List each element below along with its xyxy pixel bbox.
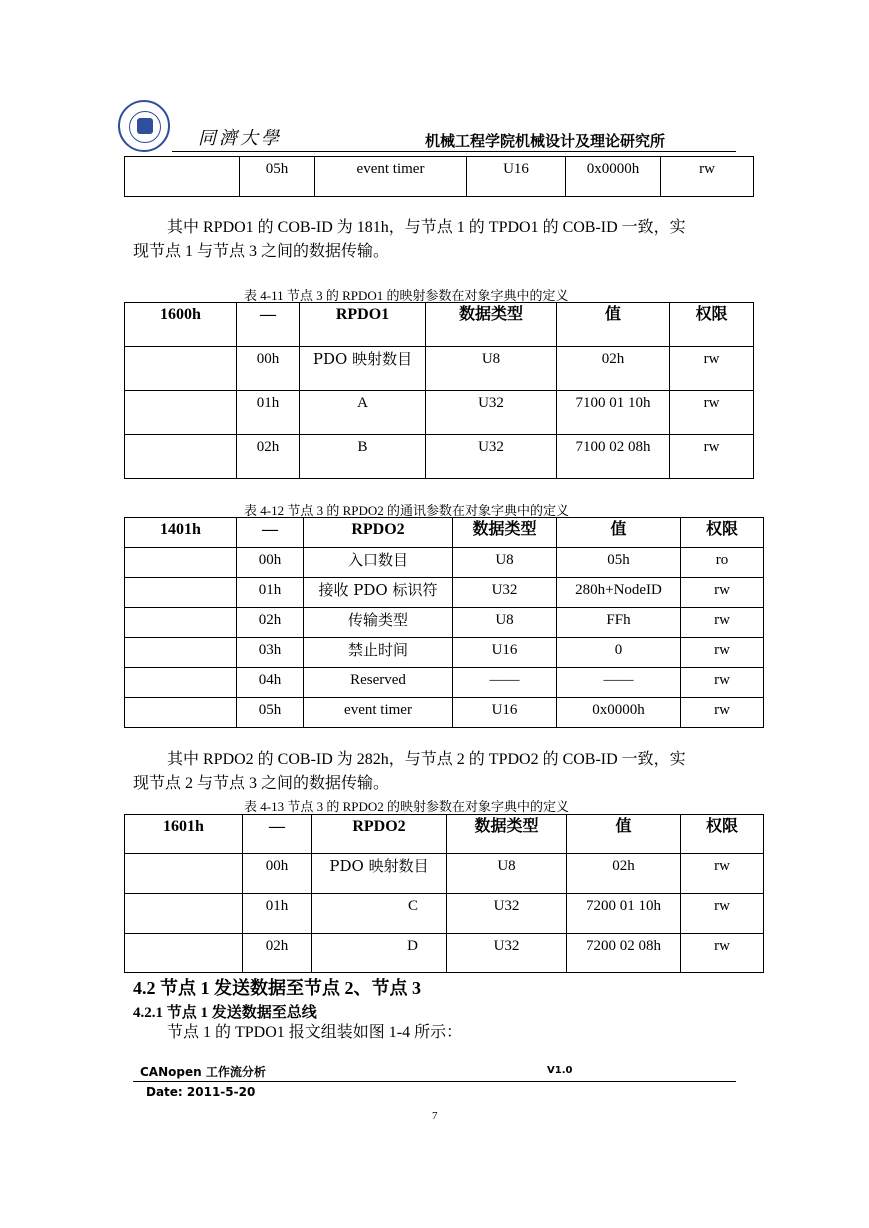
table-row [125, 347, 754, 391]
table-cell: 0 [557, 638, 681, 668]
table-cell: 7200 01 10h [567, 894, 681, 934]
table-row [125, 548, 764, 578]
table-cell: 值 [567, 815, 681, 854]
table-header-row [125, 518, 764, 548]
table-cell: — [243, 815, 312, 854]
table-cell: rw [681, 668, 764, 698]
table-cell: 禁止时间 [304, 638, 453, 668]
table-cell: RPDO2 [312, 815, 447, 854]
table-cell: 00h [237, 347, 300, 391]
table-cell: 01h [243, 894, 312, 934]
table-cell [125, 894, 243, 934]
table-cell: FFh [557, 608, 681, 638]
table-cell: 01h [237, 391, 300, 435]
table-cell: rw [681, 894, 764, 934]
table-row [125, 157, 754, 197]
table-cell [125, 854, 243, 894]
caption-table-4-11: 表 4-11 节点 3 的 RPDO1 的映射参数在对象字典中的定义 [244, 288, 569, 303]
table-cell [125, 698, 237, 728]
table-cell: rw [681, 934, 764, 973]
table-cell: U32 [426, 391, 557, 435]
caption-table-4-12: 表 4-12 节点 3 的 RPDO2 的通讯参数在对象字典中的定义 [244, 503, 570, 518]
table-row [125, 698, 764, 728]
table-cell: rw [681, 638, 764, 668]
table-cell: event timer [315, 157, 467, 197]
table-cell [125, 578, 237, 608]
table-cell: — [237, 518, 304, 548]
table-cell [125, 638, 237, 668]
header-rule [172, 151, 736, 152]
table-cell: 02h [557, 347, 670, 391]
table-cell [125, 435, 237, 479]
footer-version: V1.0 [547, 1065, 573, 1076]
table-row [125, 435, 754, 479]
table-cell: 7100 01 10h [557, 391, 670, 435]
university-name-logo: 同濟大學 [198, 128, 282, 149]
table-continued [124, 156, 754, 197]
table-cell: A [300, 391, 426, 435]
table-cell: rw [670, 391, 754, 435]
table-cell: U16 [453, 638, 557, 668]
table-row [125, 578, 764, 608]
table-cell: 数据类型 [453, 518, 557, 548]
table-cell: 0x0000h [557, 698, 681, 728]
table-cell: 02h [567, 854, 681, 894]
table-row [125, 391, 754, 435]
table-cell: 01h [237, 578, 304, 608]
paragraph-rpdo2 [133, 748, 686, 796]
table-cell: 00h [243, 854, 312, 894]
table-cell: U16 [453, 698, 557, 728]
table-cell [125, 391, 237, 435]
table-cell: 1401h [125, 518, 237, 548]
table-cell: C [312, 894, 447, 934]
table-cell: U32 [447, 934, 567, 973]
caption-table-4-13: 表 4-13 节点 3 的 RPDO2 的映射参数在对象字典中的定义 [244, 799, 570, 814]
table-cell: 1600h [125, 303, 237, 347]
table-cell: event timer [304, 698, 453, 728]
table-cell: 权限 [681, 518, 764, 548]
table-cell: —— [557, 668, 681, 698]
table-cell: 入口数目 [304, 548, 453, 578]
table-cell: PDO 映射数目 [300, 347, 426, 391]
table-cell: U32 [453, 578, 557, 608]
table-cell: Reserved [304, 668, 453, 698]
table-cell: 接收 PDO 标识符 [304, 578, 453, 608]
table-cell: RPDO2 [304, 518, 453, 548]
table-header-row [125, 815, 764, 854]
table-cell: U8 [453, 608, 557, 638]
table-cell: U16 [467, 157, 566, 197]
table-cell: ro [681, 548, 764, 578]
table-cell: 280h+NodeID [557, 578, 681, 608]
table-cell: 0x0000h [566, 157, 661, 197]
footer-doc-title: CANopen 工作流分析 [140, 1065, 266, 1079]
table-cell [125, 934, 243, 973]
table-cell: U8 [453, 548, 557, 578]
table-cell: 02h [237, 608, 304, 638]
table-4-12 [124, 517, 764, 728]
paragraph-line: 其中 RPDO2 的 COB-ID 为 282h，与节点 2 的 TPDO2 的 COB-ID 一致，实 [167, 751, 686, 768]
table-cell: rw [681, 578, 764, 608]
footer-rule [133, 1081, 736, 1082]
table-cell: rw [681, 698, 764, 728]
institute-name: 机械工程学院机械设计及理论研究所 [425, 132, 666, 150]
table-cell: 权限 [681, 815, 764, 854]
table-cell: 02h [237, 435, 300, 479]
page-number: 7 [432, 1110, 438, 1122]
table-row [125, 638, 764, 668]
table-cell: 值 [557, 303, 670, 347]
table-cell: U8 [426, 347, 557, 391]
table-cell: 数据类型 [426, 303, 557, 347]
table-cell: 05h [237, 698, 304, 728]
paragraph-rpdo1 [133, 216, 686, 264]
table-cell: 00h [237, 548, 304, 578]
table-cell: 权限 [670, 303, 754, 347]
table-cell: PDO 映射数目 [312, 854, 447, 894]
university-seal-logo [118, 100, 170, 152]
paragraph-line: 现节点 1 与节点 3 之间的数据传输。 [133, 243, 390, 260]
table-cell: rw [670, 435, 754, 479]
table-cell: rw [681, 854, 764, 894]
table-row [125, 854, 764, 894]
table-cell: U32 [447, 894, 567, 934]
paragraph-line: 现节点 2 与节点 3 之间的数据传输。 [133, 775, 390, 792]
section-heading-4-2: 4.2 节点 1 发送数据至节点 2、节点 3 [133, 978, 421, 998]
table-header-row [125, 303, 754, 347]
table-cell: 02h [243, 934, 312, 973]
table-cell: 05h [557, 548, 681, 578]
footer-date: Date: 2011-5-20 [146, 1085, 256, 1099]
table-cell [125, 668, 237, 698]
table-cell: rw [661, 157, 754, 197]
table-cell: B [300, 435, 426, 479]
table-row [125, 934, 764, 973]
table-cell: U8 [447, 854, 567, 894]
paragraph-line: 其中 RPDO1 的 COB-ID 为 181h，与节点 1 的 TPDO1 的 COB-ID 一致，实 [167, 219, 686, 236]
table-cell: rw [681, 608, 764, 638]
table-row [125, 608, 764, 638]
table-cell: RPDO1 [300, 303, 426, 347]
table-cell: rw [670, 347, 754, 391]
table-row [125, 894, 764, 934]
table-cell: 值 [557, 518, 681, 548]
paragraph-tpdo1: 节点 1 的 TPDO1 报文组装如图 1-4 所示： [167, 1024, 463, 1041]
table-cell [125, 157, 240, 197]
table-cell: 数据类型 [447, 815, 567, 854]
table-cell: 03h [237, 638, 304, 668]
table-4-13 [124, 814, 764, 973]
table-cell: 传输类型 [304, 608, 453, 638]
section-heading-4-2-1: 4.2.1 节点 1 发送数据至总线 [133, 1005, 317, 1021]
table-4-11 [124, 302, 754, 479]
table-cell [125, 347, 237, 391]
table-cell [125, 608, 237, 638]
table-cell: 7200 02 08h [567, 934, 681, 973]
table-cell: U32 [426, 435, 557, 479]
table-cell: —— [453, 668, 557, 698]
table-cell [125, 548, 237, 578]
table-cell: 7100 02 08h [557, 435, 670, 479]
table-cell: 05h [240, 157, 315, 197]
table-row [125, 668, 764, 698]
table-cell: 1601h [125, 815, 243, 854]
table-cell: — [237, 303, 300, 347]
table-cell: D [312, 934, 447, 973]
table-cell: 04h [237, 668, 304, 698]
